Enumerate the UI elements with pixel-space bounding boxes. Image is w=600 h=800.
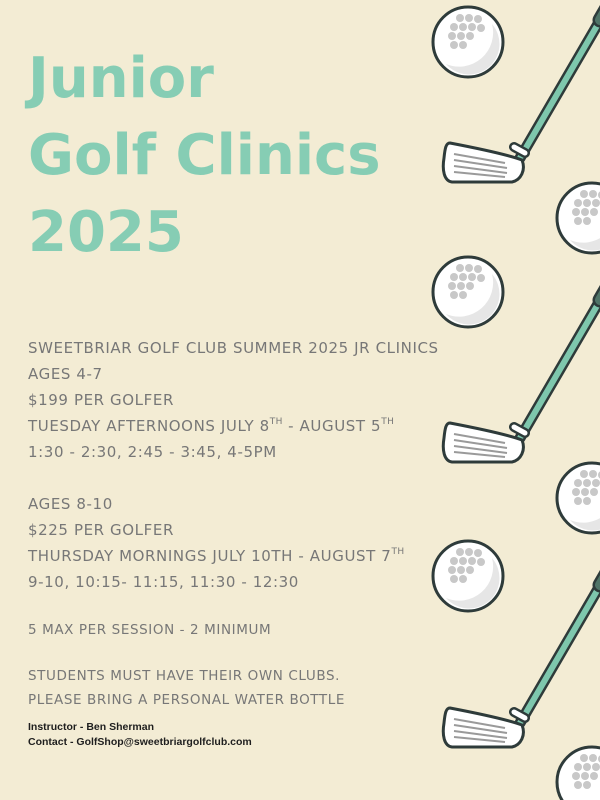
golf-ball-icon [433, 541, 503, 611]
session-2-days-text: THURSDAY MORNINGS JULY 10TH - AUGUST 7 [28, 547, 392, 565]
session-1-days-sup-1: TH [269, 417, 283, 427]
session-1-days-end: - AUGUST 5 [282, 417, 382, 435]
title-line-1: Junior [28, 46, 214, 111]
golf-ball-icon [557, 747, 600, 800]
session-2-days-sup: TH [391, 547, 405, 557]
capacity-text: 5 MAX PER SESSION - 2 MINIMUM [28, 622, 272, 638]
title-line-3: 2025 [28, 200, 184, 265]
session-1-price: $199 PER GOLFER [28, 391, 174, 409]
golf-ball-icon [433, 7, 503, 77]
session-1-days-sup-2: TH [381, 417, 395, 427]
clinic-heading: SWEETBRIAR GOLF CLUB SUMMER 2025 JR CLINICS [28, 339, 439, 357]
contact-email: Contact - GolfShop@sweetbriargolfclub.com [28, 736, 252, 748]
session-1-days-start: TUESDAY AFTERNOONS JULY 8 [28, 417, 270, 435]
golf-ball-icon [557, 183, 600, 253]
session-2-price: $225 PER GOLFER [28, 521, 174, 539]
golf-ball-icon [433, 257, 503, 327]
session-2-ages: AGES 8-10 [28, 495, 113, 513]
instructor-text: Instructor - Ben Sherman [28, 721, 155, 733]
title-line-2: Golf Clinics [28, 123, 381, 188]
golf-ball-icon [557, 463, 600, 533]
notes-line-1: STUDENTS MUST HAVE THEIR OWN CLUBS. [28, 668, 341, 684]
session-1-ages: AGES 4-7 [28, 365, 103, 383]
session-1-times: 1:30 - 2:30, 2:45 - 3:45, 4-5PM [28, 443, 277, 461]
notes-line-2: PLEASE BRING A PERSONAL WATER BOTTLE [28, 692, 346, 708]
session-2-times: 9-10, 10:15- 11:15, 11:30 - 12:30 [28, 573, 299, 591]
